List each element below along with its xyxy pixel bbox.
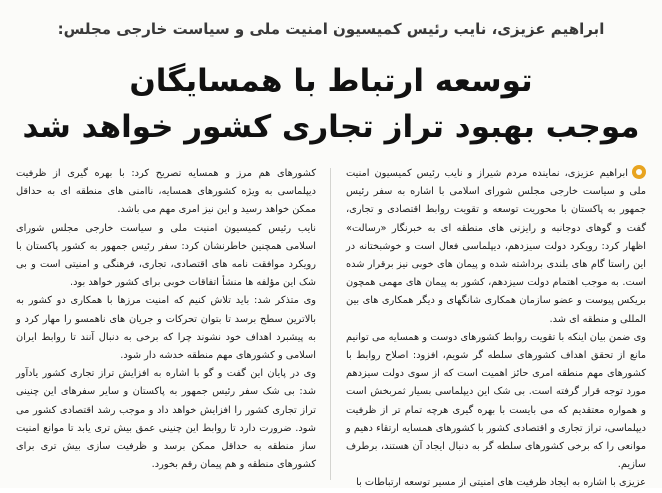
article-column-left xyxy=(16,165,316,474)
column-divider xyxy=(330,168,331,480)
paragraph: وی ضمن بیان اینکه با تقویت روابط کشورهای دوست و همسایه می توانیم مانع از تحقق اهداف کشورهای سلطه گر شویم، افزود: اصلاح روابط با کشورهای مهم منطقه امری حائز اهمیت است که از سوی دولت سیزدهم مورد توجه قرار گرفته است. بی شک این دیپلماسی بسیار ثمربخش است و همواره معتقدیم که می بایست با بهره گیری هرچه تمام تر از ظرفیت دیپلماسی، تراز تجاری و اقتصادی کشور با کشورهای همسایه ارتقاء دهیم و موانعی را که برخی کشورهای سلطه گر به دنبال ایجاد آن هستند، برطرف سازیم. xyxy=(346,331,646,471)
paragraph: وی در پایان این گفت و گو با اشاره به افزایش تراز تجاری کشور یادآور شد: بی شک سفر رئیس جمهور به پاکستان و سایر سفرهای این چنینی تراز تجاری کشور را افزایش خواهد داد و موجب رشد اقتصادی کشور می شود. ضرورت دارد تا روابط این چنینی عمق بیش تری یابد تا موانع امنیت ساز منطقه به حداقل ممکن برسد و ظرفیت سازی بیش تری برای کشورهای منطقه و هم پیمان رقم بخورد. xyxy=(16,368,316,471)
headline-line-1: توسعه ارتباط با همسایگان xyxy=(129,63,533,99)
article-kicker: ابراهیم عزیزی، نایب رئیس کمیسیون امنیت ملی و سیاست خارجی مجلس: xyxy=(57,20,605,38)
circle-bullet-icon xyxy=(632,165,646,179)
paragraph: عزیزی با اشاره به ایجاد ظرفیت های امنیتی از مسیر توسعه ارتباطات با xyxy=(356,477,646,489)
paragraph: کشورهای هم مرز و همسایه تصریح کرد: با بهره گیری از ظرفیت دیپلماسی به ویژه کشورهای همسایه، ناامنی های منطقه ای به حداقل ممکن خواهد رسید و این نیز امری مهم می باشد. xyxy=(16,168,316,216)
headline-line-2: موجب بهبود تراز تجاری کشور خواهد شد xyxy=(22,109,640,145)
paragraph: نایب رئیس کمیسیون امنیت ملی و سیاست خارجی مجلس شورای اسلامی همچنین خاطرنشان کرد: سفر رئیس جمهور به کشور پاکستان با رویکرد موافقت نامه های اقتصادی، تجاری، فرهنگی و امنیتی است و بی شک این مؤلفه ها منشأ اتفاقات خوبی برای کشور خواهد بود. xyxy=(16,222,316,289)
paragraph-lead-text: ابراهیم عزیزی، نماینده مردم شیراز و نایب رئیس کمیسیون امنیت ملی و سیاست خارجی مجلس شورای اسلامی با اشاره به سفر رئیس جمهور به پاکستان با محوریت توسعه و تقویت روابط اقتصادی و تجاری، گفت و گوهای دوجانبه و رایزنی های منطقه ای به خبرنگار «رسالت» اظهار کرد: رویکرد دولت سیزدهم، دیپلماسی فعال است و خوشبختانه در این راستا گام های بلندی برداشته شده و پیمان های خوبی نیز برقرار شده است. به موجب اهتمام دولت سیزدهم، کشور به پیمان های مهمی همچون بریکس پیوست و عضو سازمان همکاری شانگهای و دیگر همکاری های بین المللی و منطقه ای شد. xyxy=(346,168,646,325)
article-column-right xyxy=(346,165,646,493)
paragraph: وی متذکر شد: باید تلاش کنیم که امنیت مرزها با همکاری دو کشور به بالاترین سطح برسد تا بتوان تحرکات و جریان های ناهمسو را مهار کرد و به پیشبرد اهداف خود نشوند چرا که برخی به دنبال آنند تا روابط ایران اسلامی و کشورهای مهم منطقه خدشه دار شود. xyxy=(16,295,316,362)
paragraph-lead xyxy=(346,165,646,329)
